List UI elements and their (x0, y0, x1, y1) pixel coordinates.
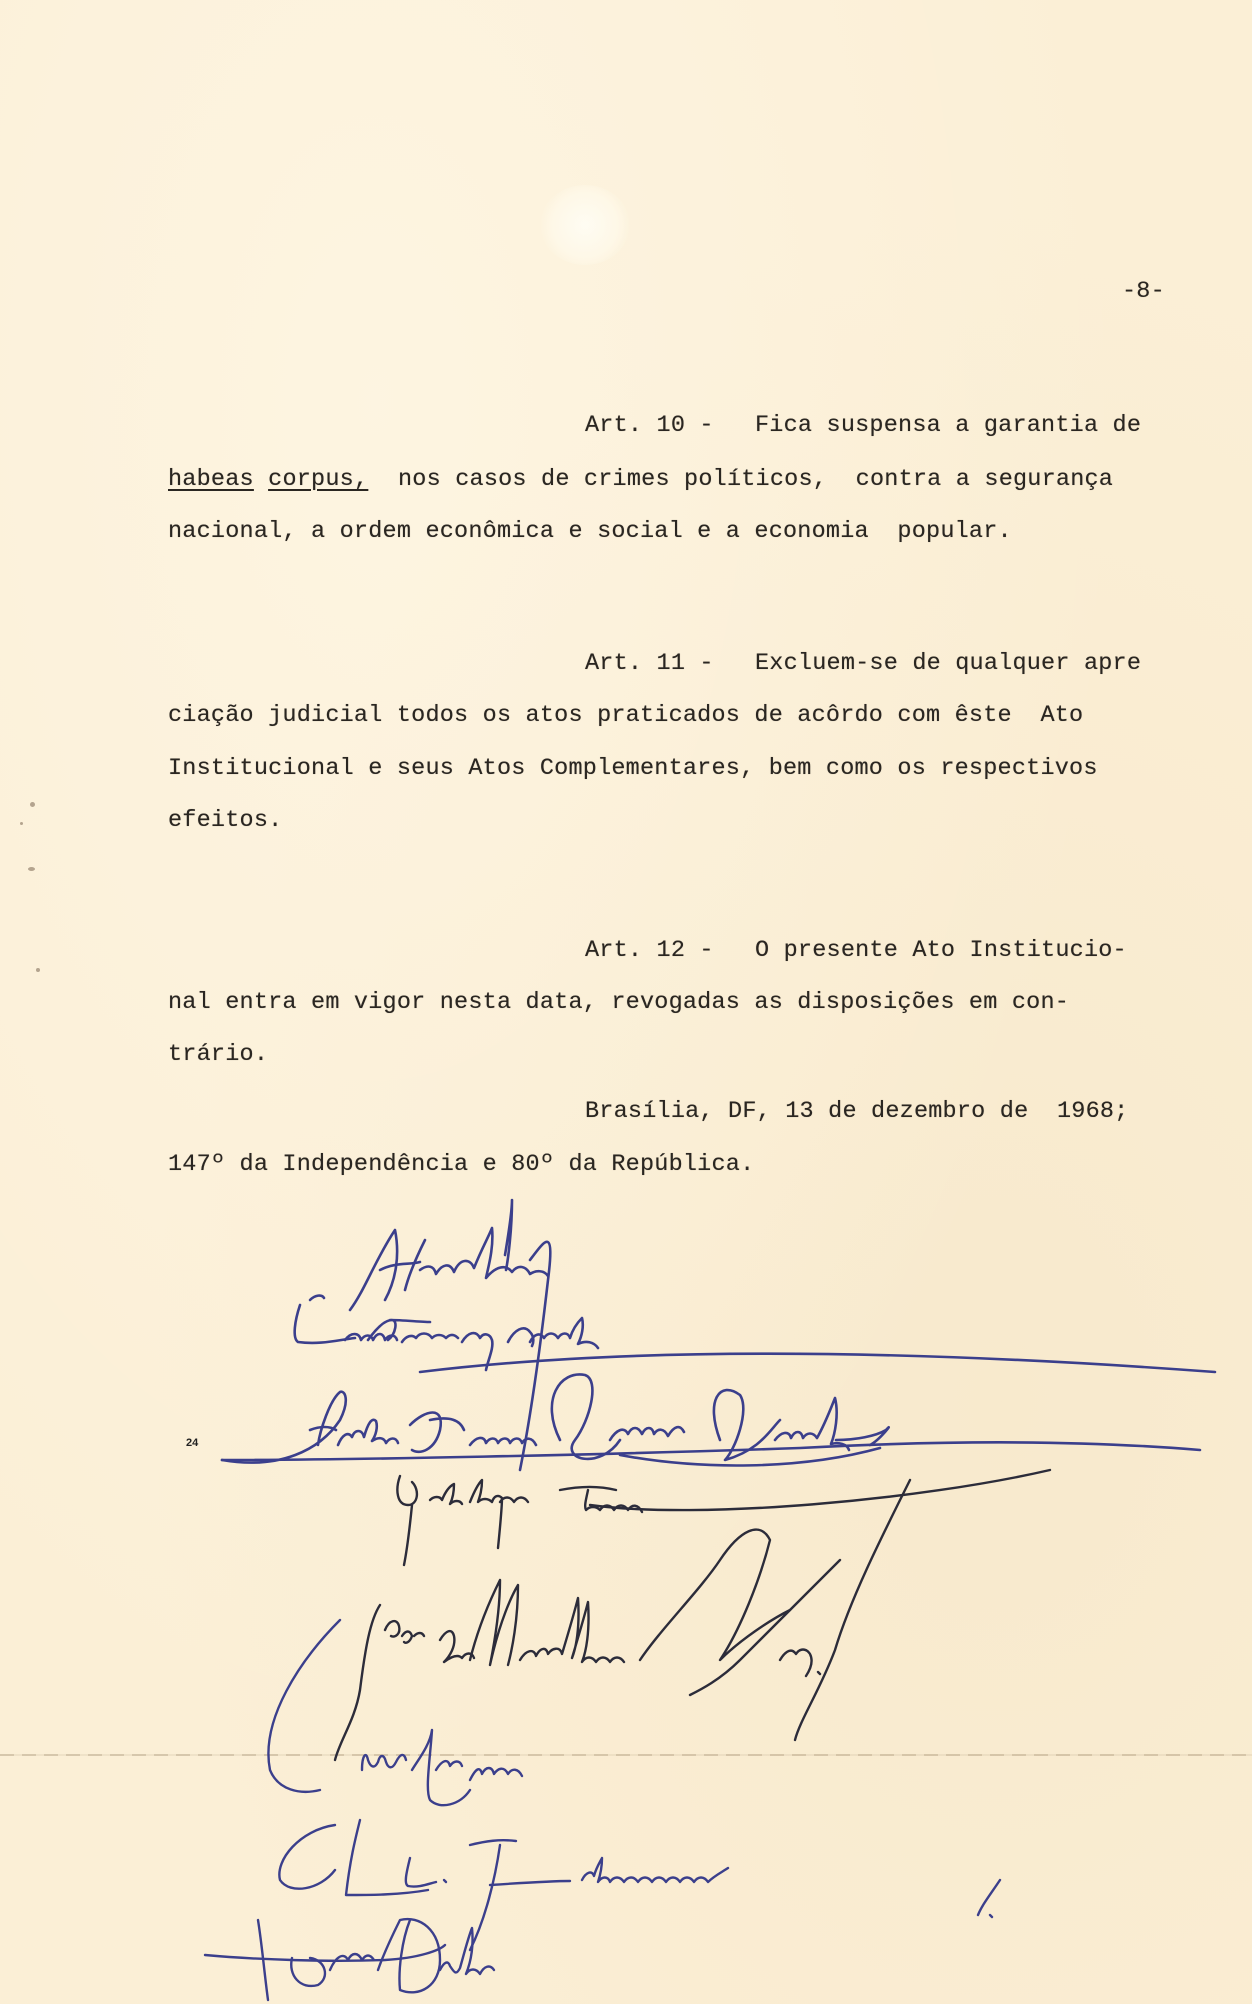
article-12-label: Art. 12 - (585, 937, 714, 964)
page-number: -8- (1122, 278, 1165, 305)
paper-speck (30, 802, 35, 807)
paper-speck (20, 822, 23, 825)
article-10-label: Art. 10 - (585, 412, 714, 439)
article-11-line-4: efeitos. (168, 807, 283, 834)
article-11-label: Art. 11 - (585, 650, 714, 677)
corpus-term: corpus, (268, 466, 369, 493)
habeas-term: habeas (168, 466, 254, 493)
article-10-line-1: Fica suspensa a garantia de (755, 412, 1142, 439)
paper-speck (28, 867, 35, 871)
embossed-seal (540, 185, 630, 265)
place-and-date: Brasília, DF, 13 de dezembro de 1968; (585, 1098, 1129, 1125)
paper-speck (36, 968, 40, 972)
article-11-line-2: ciação judicial todos os atos praticados de acôrdo com êste Ato (168, 702, 1084, 729)
article-10-line-3: nacional, a ordem econômica e social e a economia popular. (168, 518, 1012, 545)
article-11-line-3: Institucional e seus Atos Complementares, bem como os respectivos (168, 755, 1098, 782)
article-12-line-1: O presente Ato Institucio- (755, 937, 1127, 964)
era-line: 147º da Independência e 80º da República. (168, 1151, 755, 1178)
margin-mark: 24 (186, 1437, 199, 1449)
article-10-emphasis (168, 466, 368, 493)
paper-fold-line (0, 1754, 1252, 1756)
article-11-line-1: Excluem-se de qualquer apre (755, 650, 1142, 677)
article-12-line-3: trário. (168, 1041, 269, 1068)
article-12-line-2: nal entra em vigor nesta data, revogadas as disposições em con- (168, 989, 1070, 1016)
article-10-line-2: nos casos de crimes políticos, contra a segurança (398, 466, 1114, 493)
